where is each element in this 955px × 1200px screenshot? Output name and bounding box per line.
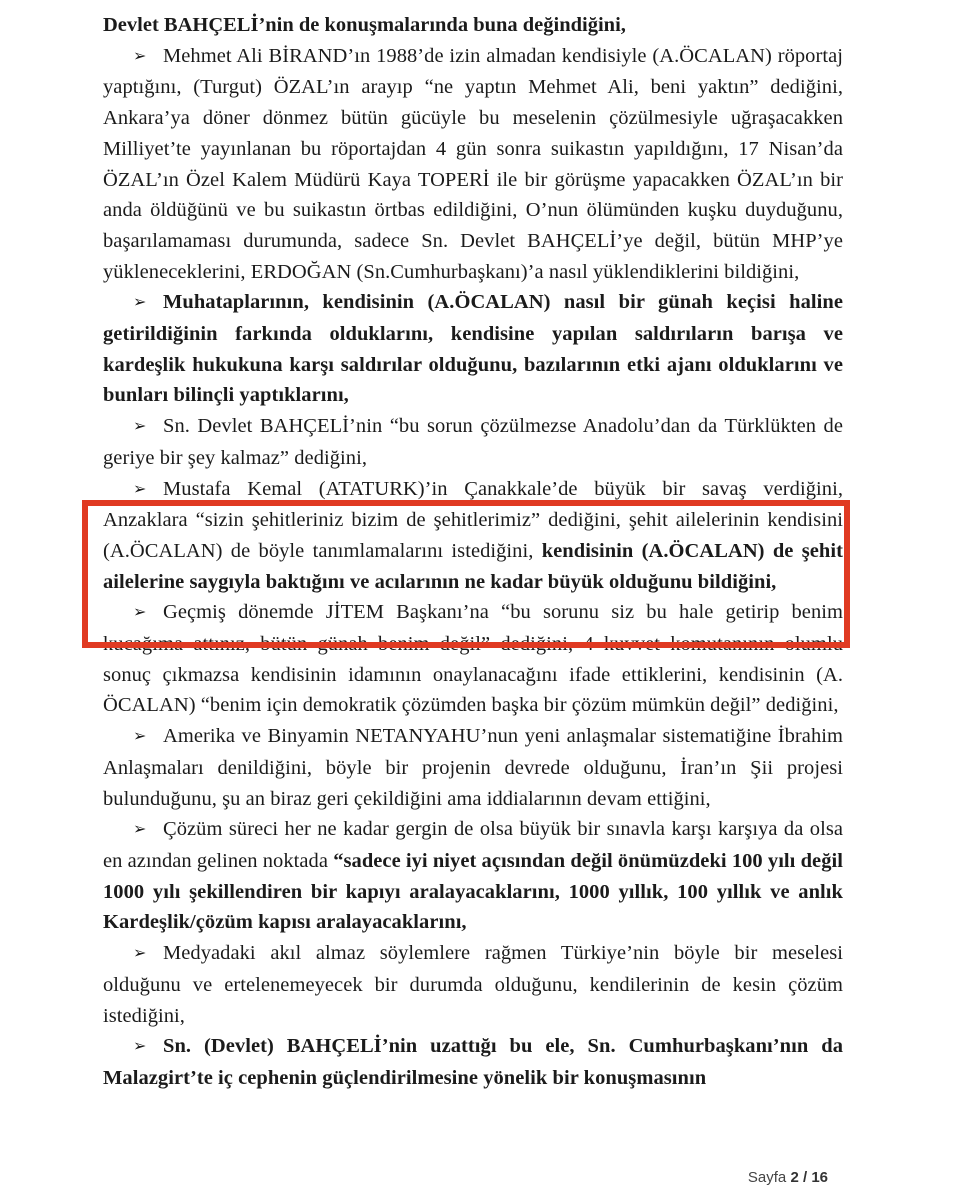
arrow-bullet-icon: ➢ — [133, 292, 147, 312]
bullet-paragraph-8 — [103, 938, 843, 1031]
section-heading: Devlet BAHÇELİ’nin de konuşmalarında buna değindiğini, — [103, 14, 626, 36]
current-page: 2 — [790, 1169, 799, 1186]
paragraph-text: Mustafa Kemal (ATATURK)’in Çanakkale’de büyük bir savaş verdiğini, Anzaklara “sizin şehitleriniz bizim de şehitlerimiz” dediğini, şehit ailelerinin kendisini (A.ÖCALAN) de böyle tanımlamalarını istediğini, — [103, 477, 843, 562]
page-label: Sayfa — [747, 1169, 787, 1186]
paragraph-text: Sn. Devlet BAHÇELİ’nin “bu sorun çözülmezse Anadolu’dan da Türklükten de geriye bir şey kalmaz” dediğini, — [103, 415, 843, 469]
page-separator: / — [802, 1169, 808, 1186]
paragraph-bold-text: Muhataplarının, kendisinin (A.ÖCALAN) nasıl bir günah keçisi haline getirildiğinin farkında olduklarını, kendisine yapılan saldırıların barışa ve kardeşlik hukukuna karşı saldırılar olduğunu, bazılarının etki ajanı olduklarını ve bunları bilinçli yaptıklarını, — [103, 291, 843, 407]
arrow-bullet-icon: ➢ — [133, 819, 147, 839]
page-number-footer — [748, 1169, 828, 1186]
arrow-bullet-icon: ➢ — [133, 943, 147, 963]
bullet-paragraph-9 — [103, 1031, 843, 1093]
arrow-bullet-icon: ➢ — [133, 45, 147, 65]
paragraph-text: Geçmiş dönemde JİTEM Başkanı’na “bu sorunu siz bu hale getirip benim kucağıma attınız, bütün günah benim değil” dediğini, 4 kuvvet komutanının olumlu sonuç çıkmazsa kendisinin idamının onaylanacağını ifade ettiklerini, kendisinin (A. ÖCALAN) “benim için demokratik çözümden başka bir çözüm mümkün değil” dediğini, — [103, 601, 843, 717]
bullet-paragraph-1 — [103, 41, 843, 288]
paragraph-bold-text: kendisinin (A.ÖCALAN) de şehit ailelerine saygıyla baktığını ve acılarının ne kadar büyük olduğunu bildiğini, — [103, 539, 843, 593]
arrow-bullet-icon: ➢ — [133, 726, 147, 746]
paragraph-text: Medyadaki akıl almaz söylemlere rağmen Türkiye’nin böyle bir meselesi olduğunu ve ertelenemeyecek bir durumda olduğunu, kendilerinin de kesin çözüm istediğini, — [103, 942, 843, 1027]
arrow-bullet-icon: ➢ — [133, 416, 147, 436]
paragraph-text: Amerika ve Binyamin NETANYAHU’nun yeni anlaşmalar sistematiğine İbrahim Anlaşmaları denildiğini, böyle bir projenin devrede olduğunu, İran’ın Şii projesi bulunduğunu, şu an biraz geri çekildiğini ama iddialarının devam ettiğini, — [103, 725, 843, 810]
paragraph-text: Çözüm süreci her ne kadar gergin de olsa büyük bir sınavla karşı karşıya da olsa en azından gelinen noktada — [103, 818, 843, 872]
total-pages: 16 — [811, 1169, 828, 1186]
paragraph-text: Mehmet Ali BİRAND’ın 1988’de izin almadan kendisiyle (A.ÖCALAN) röportaj yaptığını, (Turgut) ÖZAL’ın arayıp “ne yaptın Mehmet Ali, beni yaktın” dediğini, Ankara’ya döner dönmez bütün gücüyle bu meselenin çözülmesiyle uğraşacakken Milliyet’te yayınlanan bu röportajdan 4 gün sonra suikastın yapıldığını, 17 Nisan’da ÖZAL’ın Özel Kalem Müdürü Kaya TOPERİ ile bir görüşme yapacakken ÖZAL’ın bir anda öldüğünü ve bu suikastın örtbas edildiğini, O’nun ölümünden kuşku duyduğunu, başarılamaması durumunda, sadece Sn. Devlet BAHÇELİ’ye değil, bütün MHP’ye yükleneceklerini, ERDOĞAN (Sn.Cumhurbaşkanı)’a nasıl yüklendiklerini bildiğini, — [103, 44, 843, 283]
arrow-bullet-icon: ➢ — [133, 478, 147, 498]
bullet-paragraph-3 — [103, 411, 843, 473]
paragraph-bold-text: Sn. (Devlet) BAHÇELİ’nin uzattığı bu ele, Sn. Cumhurbaşkanı’nın da Malazgirt’te iç cephenin güçlendirilmesine yönelik bir konuşmasının — [103, 1035, 843, 1089]
paragraph-bold-text: “sadece iyi niyet açısından değil önümüzdeki 100 yılı değil 1000 yılı şekillendiren bir kapıyı aralayacaklarını, 1000 yıllık, 100 yıllık ve anlık Kardeşlik/çözüm kapısı aralayacaklarını, — [103, 849, 843, 934]
arrow-bullet-icon: ➢ — [133, 602, 147, 622]
bullet-paragraph-7 — [103, 814, 843, 938]
arrow-bullet-icon: ➢ — [133, 1036, 147, 1056]
highlight-box — [82, 500, 850, 648]
bullet-paragraph-6 — [103, 721, 843, 814]
bullet-paragraph-2 — [103, 287, 843, 411]
